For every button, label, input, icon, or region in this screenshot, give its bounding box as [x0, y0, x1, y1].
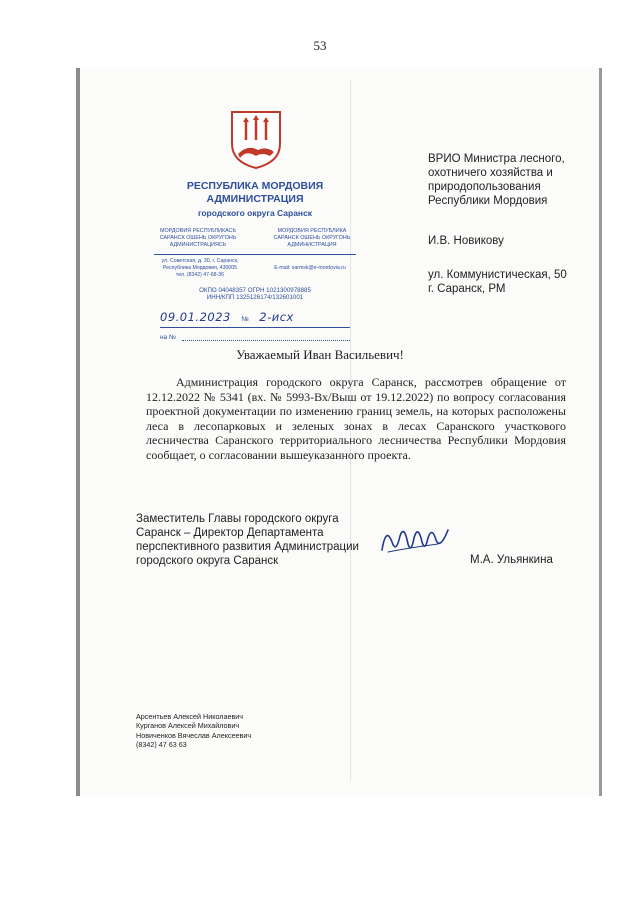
signer-title-line: Заместитель Главы городского округа	[136, 513, 339, 525]
letterhead-name-left	[150, 228, 246, 248]
date-row	[160, 308, 350, 326]
letterhead-address-left	[150, 258, 250, 278]
letterhead	[150, 180, 360, 302]
reference-label: на №	[160, 334, 176, 341]
number-label: №	[241, 316, 249, 323]
signer-title-line: Саранск – Директор Департамента	[136, 527, 324, 539]
outgoing-date-field	[160, 308, 350, 341]
addressee-position-line: Республики Мордовия	[428, 195, 548, 207]
addressee-position-line: природопользования	[428, 181, 541, 193]
page-number: 53	[313, 38, 327, 53]
letterhead-republic: РЕСПУБЛИКА МОРДОВИЯ	[186, 180, 324, 192]
coat-of-arms-emblem	[228, 110, 284, 170]
letterhead-address-line	[260, 258, 360, 265]
reference-line	[182, 334, 350, 341]
handwritten-number: 2-исх	[259, 310, 294, 324]
addressee-name: И.В. Новикову	[428, 235, 504, 247]
letterhead-divider	[154, 254, 356, 255]
contact-person: Арсентьев Алексей Николаевич	[136, 712, 244, 721]
letter-body: Администрация городского округа Саранск, рассмотрев обращение от 12.12.2022 № 5341 (вх. № 5993-Вх/Выш от 19.12.2022) по вопросу согласования проектной документации по изменению границ земель, на которых расположены леса в лесопарковых и зеленых зонах в лесах Саранского участкового лесничества Саранского территориального лесничества Республики Мордовия сообщает, о согласовании вышеуказанного проекта.	[146, 375, 566, 462]
letterhead-phone: тел. (8342) 47-68-36	[175, 271, 225, 278]
signer-title-line: перспективного развития Администрации	[136, 541, 359, 553]
signer-name: М.А. Ульянкина	[470, 554, 553, 566]
letterhead-name-right	[264, 228, 360, 248]
signer-title-line: городского округа Саранск	[136, 555, 279, 567]
contact-persons	[136, 712, 251, 749]
letterhead-inn-kpp: ИНН/КПП 1325126174/132601001	[206, 294, 304, 302]
handwritten-date: 09.01.2023	[160, 310, 231, 324]
reference-row	[160, 334, 350, 341]
date-underline	[160, 327, 350, 328]
letterhead-left-line: МОРДОВИЯ РЕСПУБЛИКАСЬ	[159, 228, 236, 234]
letterhead-right-line: САРАНСК ОШЕНЬ ОКРУГОНЬ	[273, 234, 351, 241]
letterhead-address-right	[260, 258, 360, 278]
letterhead-address-line: ул. Советская, д. 30, г. Саранск, Республика Мордовия, 430005	[161, 258, 239, 272]
letterhead-city: городского округа Саранск	[197, 208, 313, 218]
letterhead-email: E-mail: sarmsk@e-mordovia.ru	[274, 265, 346, 272]
letterhead-left-line: САРАНСК ОШЕНЬ ОКРУГОНЬ	[159, 234, 237, 241]
letterhead-left-line: АДМИНИСТРАЦИЯСЬ	[169, 241, 227, 248]
contact-person: Курганов Алексей Михайлович	[136, 721, 240, 731]
addressee-position-line: охотничего хозяйства и	[428, 167, 553, 179]
letterhead-address	[150, 258, 360, 278]
addressee-position-line: ВРИО Министра лесного,	[428, 153, 565, 165]
letterhead-codes	[150, 287, 360, 302]
contact-person: Новиченков Вячеслав Алексеевич	[136, 730, 252, 740]
contact-phone: (8342) 47 63 63	[136, 739, 187, 749]
addressee-city: г. Саранск, РМ	[428, 283, 506, 295]
letterhead-administration: АДМИНИСТРАЦИЯ	[206, 193, 304, 205]
addressee-street: ул. Коммунистическая, 50	[428, 269, 567, 281]
greeting: Уважаемый Иван Васильевич!	[236, 347, 404, 362]
letterhead-right-line: АДМИНИСТРАЦИЯ	[287, 241, 337, 248]
letterhead-bilingual-names	[150, 228, 360, 248]
letterhead-right-line: МОРДОВИЯ РЕСПУБЛИКА	[277, 228, 347, 234]
addressee-block	[428, 152, 598, 296]
handwritten-signature	[378, 520, 456, 560]
letterhead-okpo-ogrn: ОКПО 04048357 ОГРН 1021300978885	[199, 286, 311, 294]
signer-title	[136, 512, 376, 568]
